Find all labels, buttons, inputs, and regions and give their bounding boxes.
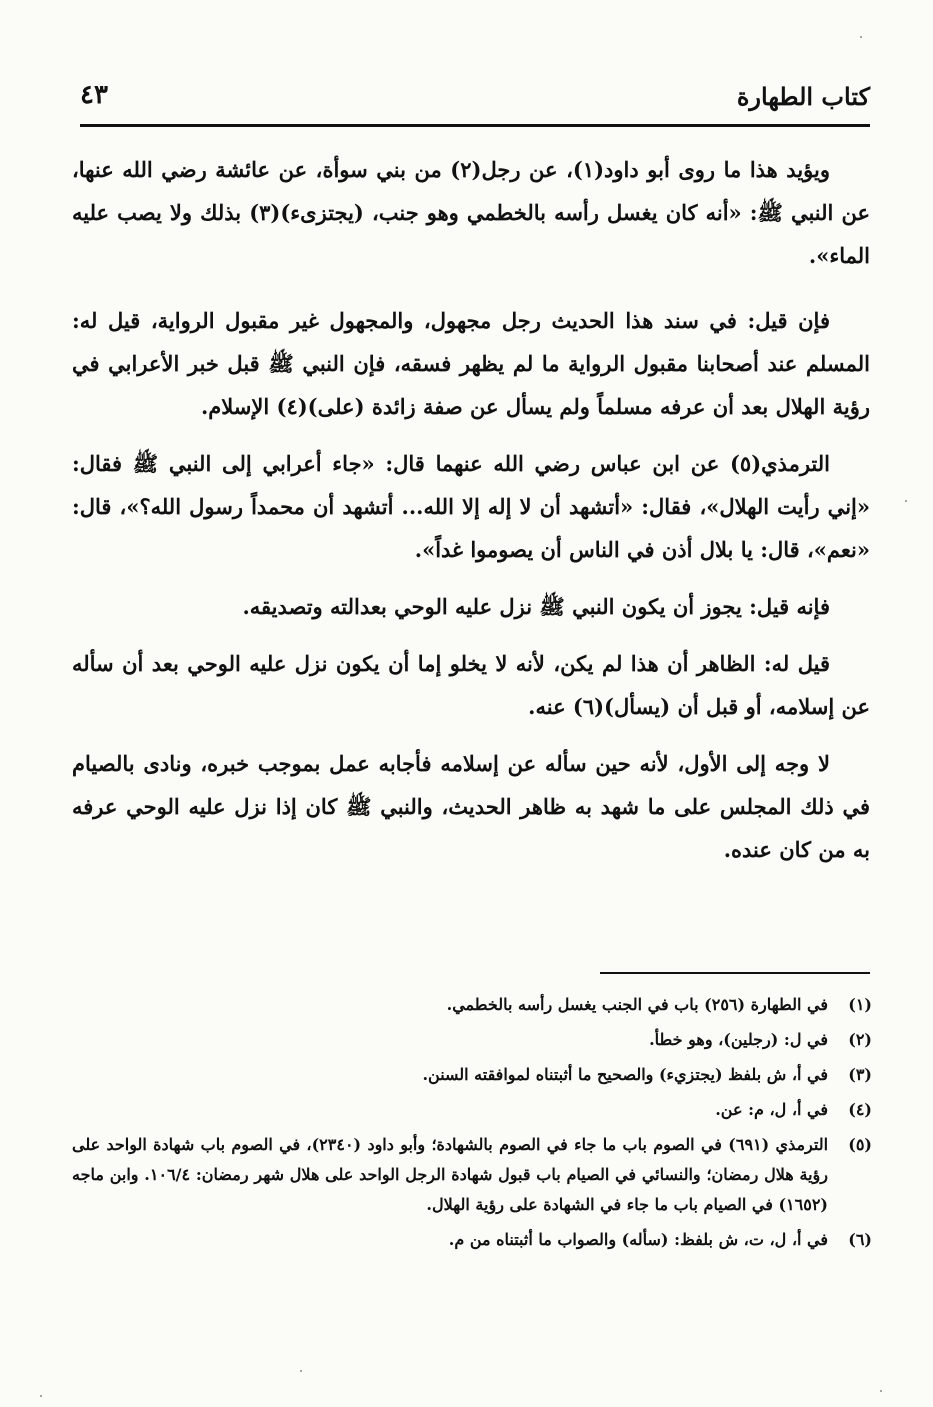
footnote-number: (١): [848, 995, 872, 1014]
footnotes: [72, 990, 872, 1260]
paragraph: فإن قيل: في سند هذا الحديث رجل مجهول، والمجهول غير مقبول الرواية، قيل له: المسلم عند أصحابنا مقبول الرواية ما لم يظهر فسقه، فإن النبي ﷺ قبل خبر الأعرابي في رؤية الهلال بعد أن عرفه مسلماً ولم يسأل عن صفة زائدة (على)(٤) الإسلام.: [72, 308, 870, 419]
footnote: [72, 1025, 872, 1055]
scan-speck: [905, 500, 907, 502]
footnote-number: (٥): [848, 1135, 872, 1154]
footnote: [72, 1060, 872, 1090]
footnote-number: (٣): [848, 1065, 872, 1084]
chapter-title: كتاب الطهارة: [736, 82, 870, 111]
paragraph: ويؤيد هذا ما روى أبو داود(١)، عن رجل(٢) من بني سوأة، عن عائشة رضي الله عنها، عن النبي ﷺ: «أنه كان يغسل رأسه بالخطمي وهو جنب، (يجتزىء)(٣) بذلك ولا يصب عليه الماء».: [72, 157, 870, 268]
footnote: [72, 1225, 872, 1255]
footnote-text: في أ، ش بلفظ (يجتزيء) والصحيح ما أثبتناه لموافقته السنن.: [422, 1065, 828, 1084]
scan-speck: [40, 1395, 42, 1397]
scan-speck: [880, 1390, 882, 1392]
footnote-text: في ل: (رجلين)، وهو خطأ.: [649, 1030, 828, 1049]
footnote-text: الترمذي (٦٩١) في الصوم باب ما جاء في الصوم بالشهادة؛ وأبو داود (٢٣٤٠)، في الصوم باب شهادة الواحد على رؤية هلال رمضان؛ والنسائي في الصيام باب قبول شهادة الرجل الواحد على هلال شهر رمضان: ١٠٦/٤. وابن ماجه (١٦٥٢) في الصيام باب ما جاء في الشهادة على رؤية الهلال.: [72, 1135, 829, 1214]
footnote-text: في أ، ل، م: عن.: [715, 1100, 828, 1119]
footnote-number: (٢): [848, 1030, 872, 1049]
scan-speck: [300, 1370, 302, 1372]
footnote-text: في الطهارة (٢٥٦) باب في الجنب يغسل رأسه بالخطمي.: [446, 995, 828, 1014]
paragraph: فإنه قيل: يجوز أن يكون النبي ﷺ نزل عليه الوحي بعدالته وتصديقه.: [242, 594, 830, 619]
paragraph: لا وجه إلى الأول، لأنه حين سأله عن إسلامه فأجابه عمل بموجب خبره، ونادى بالصيام في ذلك المجلس على ما شهد به ظاهر الحديث، والنبي ﷺ كان إذا نزل عليه الوحي عرفه به من كان عنده.: [72, 751, 870, 862]
page-header: [80, 82, 870, 127]
main-text: [72, 148, 870, 885]
page-number: ٤٣: [80, 80, 108, 110]
footnote-number: (٤): [848, 1100, 872, 1119]
paragraph: قيل له: الظاهر أن هذا لم يكن، لأنه لا يخلو إما أن يكون نزل عليه الوحي بعد أن سأله عن إسلامه، أو قبل أن (يسأل)(٦) عنه.: [72, 651, 870, 719]
footnote-text: في أ، ل، ت، ش بلفظ: (سأله) والصواب ما أثبتناه من م.: [448, 1230, 828, 1249]
scan-speck: [860, 36, 862, 38]
paragraph: الترمذي(٥) عن ابن عباس رضي الله عنهما قال: «جاء أعرابي إلى النبي ﷺ فقال: «إني رأيت الهلال»، فقال: «أتشهد أن لا إله إلا الله... أتشهد أن محمداً رسول الله؟»، قال: «نعم»، قال: يا بلال أذن في الناس أن يصوموا غداً».: [72, 451, 870, 562]
footnote: [72, 1130, 872, 1220]
footnote-divider: [600, 972, 870, 974]
footnote: [72, 990, 872, 1020]
footnote: [72, 1095, 872, 1125]
footnote-number: (٦): [848, 1230, 872, 1249]
